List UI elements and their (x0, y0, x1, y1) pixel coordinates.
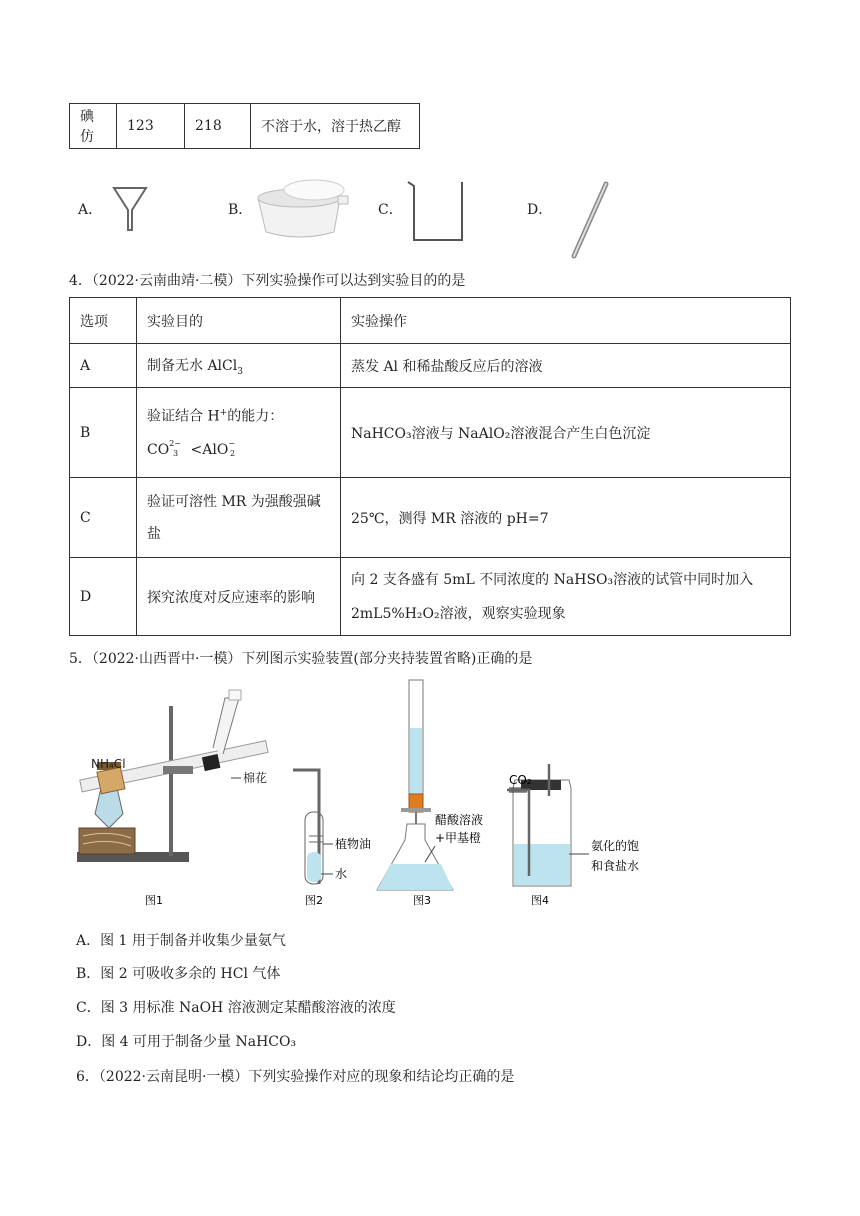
table-row (70, 104, 420, 149)
q5-option-d: D．图 4 可用于制备少量 NaHCO₃ (76, 1034, 297, 1050)
question-4-stem: 4．（2022·云南曲靖·二模）下列实验操作可以达到实验目的的是 (69, 273, 466, 289)
table-row (70, 388, 791, 478)
row-operation: 25℃，测得 MR 溶液的 pH=7 (341, 478, 791, 558)
table-row (70, 558, 791, 636)
option-letter: B． (228, 202, 253, 218)
glass-rod-icon (568, 180, 612, 260)
figure-2-apparatus (293, 770, 323, 884)
table-row (70, 344, 791, 388)
option-letter: D． (527, 202, 553, 218)
row-option: D (70, 558, 137, 636)
funnel-icon (110, 184, 150, 234)
fig3-caption: 图3 (413, 894, 431, 907)
question-6-stem: 6．（2022·云南昆明·一模）下列实验操作对应的现象和结论均正确的是 (76, 1069, 515, 1085)
fig2-caption: 图2 (305, 894, 323, 907)
label-acetic: 醋酸溶液 (435, 813, 484, 827)
figure-3-apparatus (377, 680, 453, 890)
row-purpose: 验证结合 H+的能力： $CO^{2-}3 <AlO^-2$ (137, 388, 341, 478)
row-purpose: 制备无水 AlCl$_3$ (137, 344, 341, 388)
row-operation: 蒸发 Al 和稀盐酸反应后的溶液 (341, 344, 791, 388)
q4-table (69, 297, 791, 636)
label-brine-2: 和食盐水 (591, 859, 640, 873)
header-operation: 实验操作 (341, 298, 791, 344)
table-header-row (70, 298, 791, 344)
fig1-caption: 图1 (145, 894, 163, 907)
q5-option-c: C．图 3 用标准 NaOH 溶液测定某醋酸溶液的浓度 (76, 1000, 396, 1016)
option-letter: A． (78, 202, 103, 218)
table-row (70, 478, 791, 558)
row-purpose: 探究浓度对反应速率的影响 (137, 558, 341, 636)
option-letter: C． (378, 202, 403, 218)
label-cotton: 棉花 (243, 771, 268, 785)
label-brine-1: 氨化的饱 (591, 839, 640, 853)
question-5-stem: 5．（2022·山西晋中·一模）下列图示实验装置(部分夹持装置省略)正确的是 (69, 651, 533, 667)
table-cell: 218 (185, 104, 251, 149)
beaker-icon (404, 178, 468, 246)
label-indicator: +甲基橙 (435, 831, 482, 845)
apparatus-figure (69, 676, 669, 916)
crucible-icon (252, 176, 352, 242)
table-cell: 不溶于水，溶于热乙醇 (251, 104, 420, 149)
row-operation: NaHCO₃溶液与 NaAlO₂溶液混合产生白色沉淀 (341, 388, 791, 478)
row-option: A (70, 344, 137, 388)
row-purpose: 验证可溶性 MR 为强酸强碱 盐 (137, 478, 341, 558)
label-co2: CO₂ (509, 773, 532, 787)
label-nh4cl: NH₄Cl (91, 757, 126, 771)
table-cell: 123 (117, 104, 185, 149)
header-purpose: 实验目的 (137, 298, 341, 344)
q5-option-b: B．图 2 可吸收多余的 HCl 气体 (76, 966, 281, 982)
table-cell: 碘仿 (70, 104, 117, 149)
fig4-caption: 图4 (531, 894, 549, 907)
row-option: B (70, 388, 137, 478)
figure-1-apparatus (77, 690, 268, 862)
row-operation: 向 2 支各盛有 5mL 不同浓度的 NaHSO₃溶液的试管中同时加入 2mL5%H₂O₂溶液，观察实验现象 (341, 558, 791, 636)
label-oil: 植物油 (335, 837, 372, 851)
label-water: 水 (335, 867, 348, 881)
q5-option-a: A．图 1 用于制备并收集少量氨气 (76, 933, 286, 949)
solubility-table (69, 103, 420, 149)
row-option: C (70, 478, 137, 558)
header-option: 选项 (70, 298, 137, 344)
